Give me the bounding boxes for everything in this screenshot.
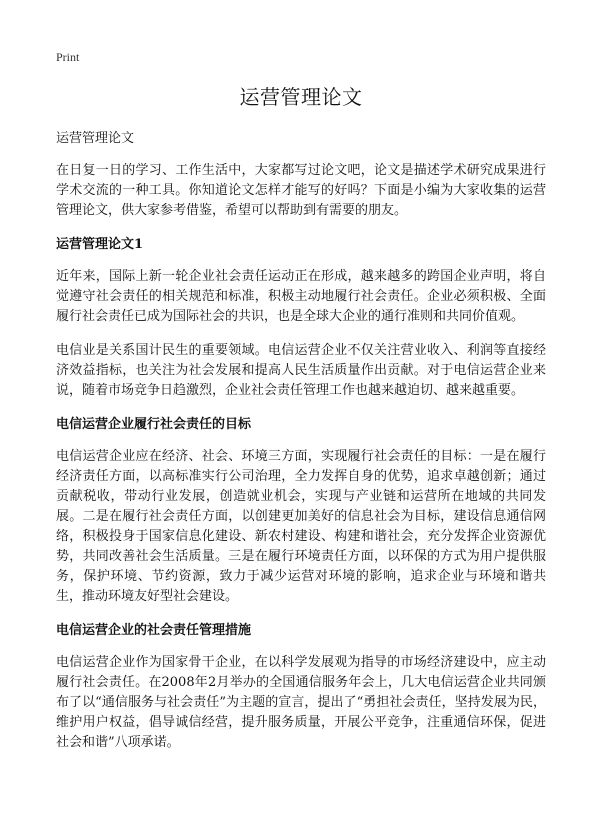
section-paragraph: 近年来，国际上新一轮企业社会责任运动正在形成，越来越多的跨国企业声明，将自觉遵守社会责任的相关规范和标准，积极主动地履行社会责任。企业必须积极、全面履行社会责任已成为国际社会的共识，也是全球大企业的通行准则和共同价值观。 xyxy=(56,269,546,324)
section-1 xyxy=(56,235,546,401)
print-link[interactable]: Print xyxy=(56,50,80,64)
section-heading: 运营管理论文1 xyxy=(56,237,144,252)
section-paragraph: 电信运营企业应在经济、社会、环境三方面，实现履行社会责任的目标：一是在履行经济责任方面，以高标准实行公司治理，全力发挥自身的优势，追求卓越创新；通过贡献税收，带动行业发展，创造就业机会，实现与产业链和运营所在地域的共同发展。二是在履行社会责任方面，以创建更加美好的信息社会为目标，建设信息通信网络，积极投身于国家信息化建设、新农村建设、构建和谐社会，充分发挥企业资源优势，共同改善社会生活质量。三是在履行环境责任方面，以环保的方式为用户提供服务，保护环境、节约资源，致力于减少运营对环境的影响，追求企业与环境和谐共生，推动环境友好型社会建设。 xyxy=(56,449,546,604)
document-title: 运营管理论文 xyxy=(239,85,363,109)
section-paragraph: 电信运营企业作为国家骨干企业，在以科学发展观为指导的市场经济建设中，应主动履行社会责任。在2008年2月举办的全国通信服务年会上，几大电信运营企业共同颁布了以“通信服务与社会责任”为主题的宣言，提出了“勇担社会责任，坚持发展为民，维护用户权益，倡导诚信经营，提升服务质量，开展公平竞争，注重通信环保，促进社会和谐”八项承诺。 xyxy=(56,655,546,750)
section-heading: 电信运营企业履行社会责任的目标 xyxy=(56,417,252,432)
document-page xyxy=(56,46,546,767)
section-paragraph: 电信业是关系国计民生的重要领域。电信运营企业不仅关注营业收入、利润等直接经济效益指标，也关注为社会发展和提高人民生活质量作出贡献。对于电信运营企业来说，随着市场竞争日趋激烈，企业社会责任管理工作也越来越迫切、越来越重要。 xyxy=(56,343,546,398)
section-3 xyxy=(56,621,546,753)
document-subtitle: 运营管理论文 xyxy=(56,131,135,146)
section-heading: 电信运营企业的社会责任管理措施 xyxy=(56,623,252,638)
intro-paragraph: 在日复一日的学习、工作生活中，大家都写过论文吧，论文是描述学术研究成果进行学术交流的一种工具。你知道论文怎样才能写的好吗？下面是小编为大家收集的运营管理论文，供大家参考借鉴，希望可以帮助到有需要的朋友。 xyxy=(56,163,546,218)
section-2 xyxy=(56,415,546,607)
